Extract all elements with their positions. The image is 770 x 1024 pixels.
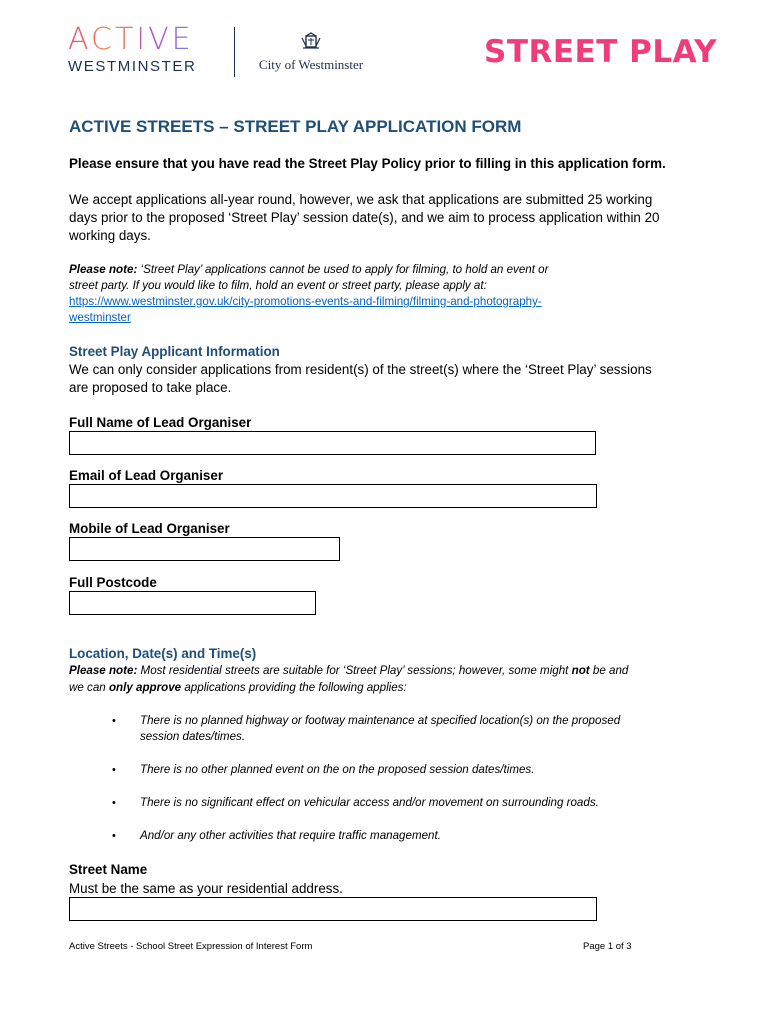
location-section-heading: Location, Date(s) and Time(s)	[69, 646, 257, 661]
page-title: ACTIVE STREETS – STREET PLAY APPLICATION FORM	[69, 117, 522, 136]
bullet-icon: •	[112, 715, 116, 727]
location-note-text-d: applications providing the following applies:	[181, 681, 407, 694]
location-note-label: Please note:	[69, 664, 138, 677]
bullet-text: There is no other planned event on the on the proposed session dates/times.	[140, 763, 535, 776]
full-name-field[interactable]	[69, 431, 596, 455]
note-text-1: ‘Street Play’ applications cannot be used to apply for filming, to hold an event or	[137, 263, 549, 276]
bullet-icon: •	[112, 830, 116, 842]
filming-link-line-2[interactable]	[69, 310, 689, 326]
policy-notice: Please ensure that you have read the Street Play Policy prior to filling in this application form.	[69, 156, 666, 171]
street-name-field[interactable]	[69, 897, 597, 921]
intro-line-1: We accept applications all-year round, however, we ask that applications are submitted 25 working	[69, 192, 653, 207]
conditions-list	[112, 713, 712, 853]
applicant-text-2: are proposed to take place.	[69, 380, 232, 395]
bullet-text: And/or any other activities that require traffic management.	[140, 829, 441, 842]
active-word: ACTIVE	[68, 24, 213, 56]
bullet-text	[140, 713, 700, 745]
email-label: Email of Lead Organiser	[69, 468, 224, 483]
westminster-word: WESTMINSTER	[68, 58, 197, 75]
street-name-hint: Must be the same as your residential address.	[69, 881, 343, 896]
filming-note-line-1	[69, 262, 689, 278]
full-name-label: Full Name of Lead Organiser	[69, 415, 252, 430]
street-play-logo: STREET PLAY	[484, 34, 718, 70]
city-of-westminster-logo	[256, 32, 366, 73]
footer-title: Active Streets - School Street Expression of Interest Form	[69, 941, 313, 952]
bullet-line: There is no planned highway or footway maintenance at specified location(s) on the proposed	[140, 714, 621, 727]
postcode-label: Full Postcode	[69, 575, 157, 590]
street-name-label: Street Name	[69, 862, 148, 877]
filming-link-line-1[interactable]	[69, 294, 689, 310]
mobile-field[interactable]	[69, 537, 340, 561]
filming-link[interactable]: https://www.westminster.gov.uk/city-promotions-events-and-filming/filming-and-photography-	[69, 295, 542, 308]
note-label: Please note:	[69, 263, 138, 276]
filming-note-line-2: street party. If you would like to film, hold an event or street party, please apply at:	[69, 279, 487, 292]
location-note-line-2	[69, 680, 689, 696]
location-note-line-1	[69, 663, 689, 679]
council-name: City of Westminster	[258, 57, 364, 72]
postcode-field[interactable]	[69, 591, 316, 615]
bullet-text: There is no significant effect on vehicular access and/or movement on surrounding roads.	[140, 796, 599, 809]
intro-line-2: days prior to the proposed ‘Street Play’ session date(s), and we aim to process application within 20	[69, 210, 660, 225]
bullet-icon: •	[112, 764, 116, 776]
location-note-only: only approve	[108, 681, 182, 694]
logo-divider	[234, 27, 235, 77]
email-field[interactable]	[69, 484, 597, 508]
applicant-text-1: We can only consider applications from resident(s) of the street(s) where the ‘Street Play’ sessions	[69, 362, 652, 377]
active-westminster-logo	[68, 24, 213, 80]
mobile-label: Mobile of Lead Organiser	[69, 521, 230, 536]
crest-icon	[300, 32, 322, 50]
location-note-text-c: we can	[69, 681, 109, 694]
location-note-text-b: be and	[589, 664, 629, 677]
intro-line-3: working days.	[69, 228, 151, 243]
bullet-line: session dates/times.	[140, 730, 246, 743]
filming-link-continued[interactable]: westminster	[69, 311, 131, 324]
location-note-not: not	[571, 664, 590, 677]
location-note-text-a: Most residential streets are suitable for ‘Street Play’ sessions; however, some might	[137, 664, 572, 677]
bullet-icon: •	[112, 797, 116, 809]
applicant-section-heading: Street Play Applicant Information	[69, 344, 280, 359]
page-number: Page 1 of 3	[583, 941, 632, 952]
